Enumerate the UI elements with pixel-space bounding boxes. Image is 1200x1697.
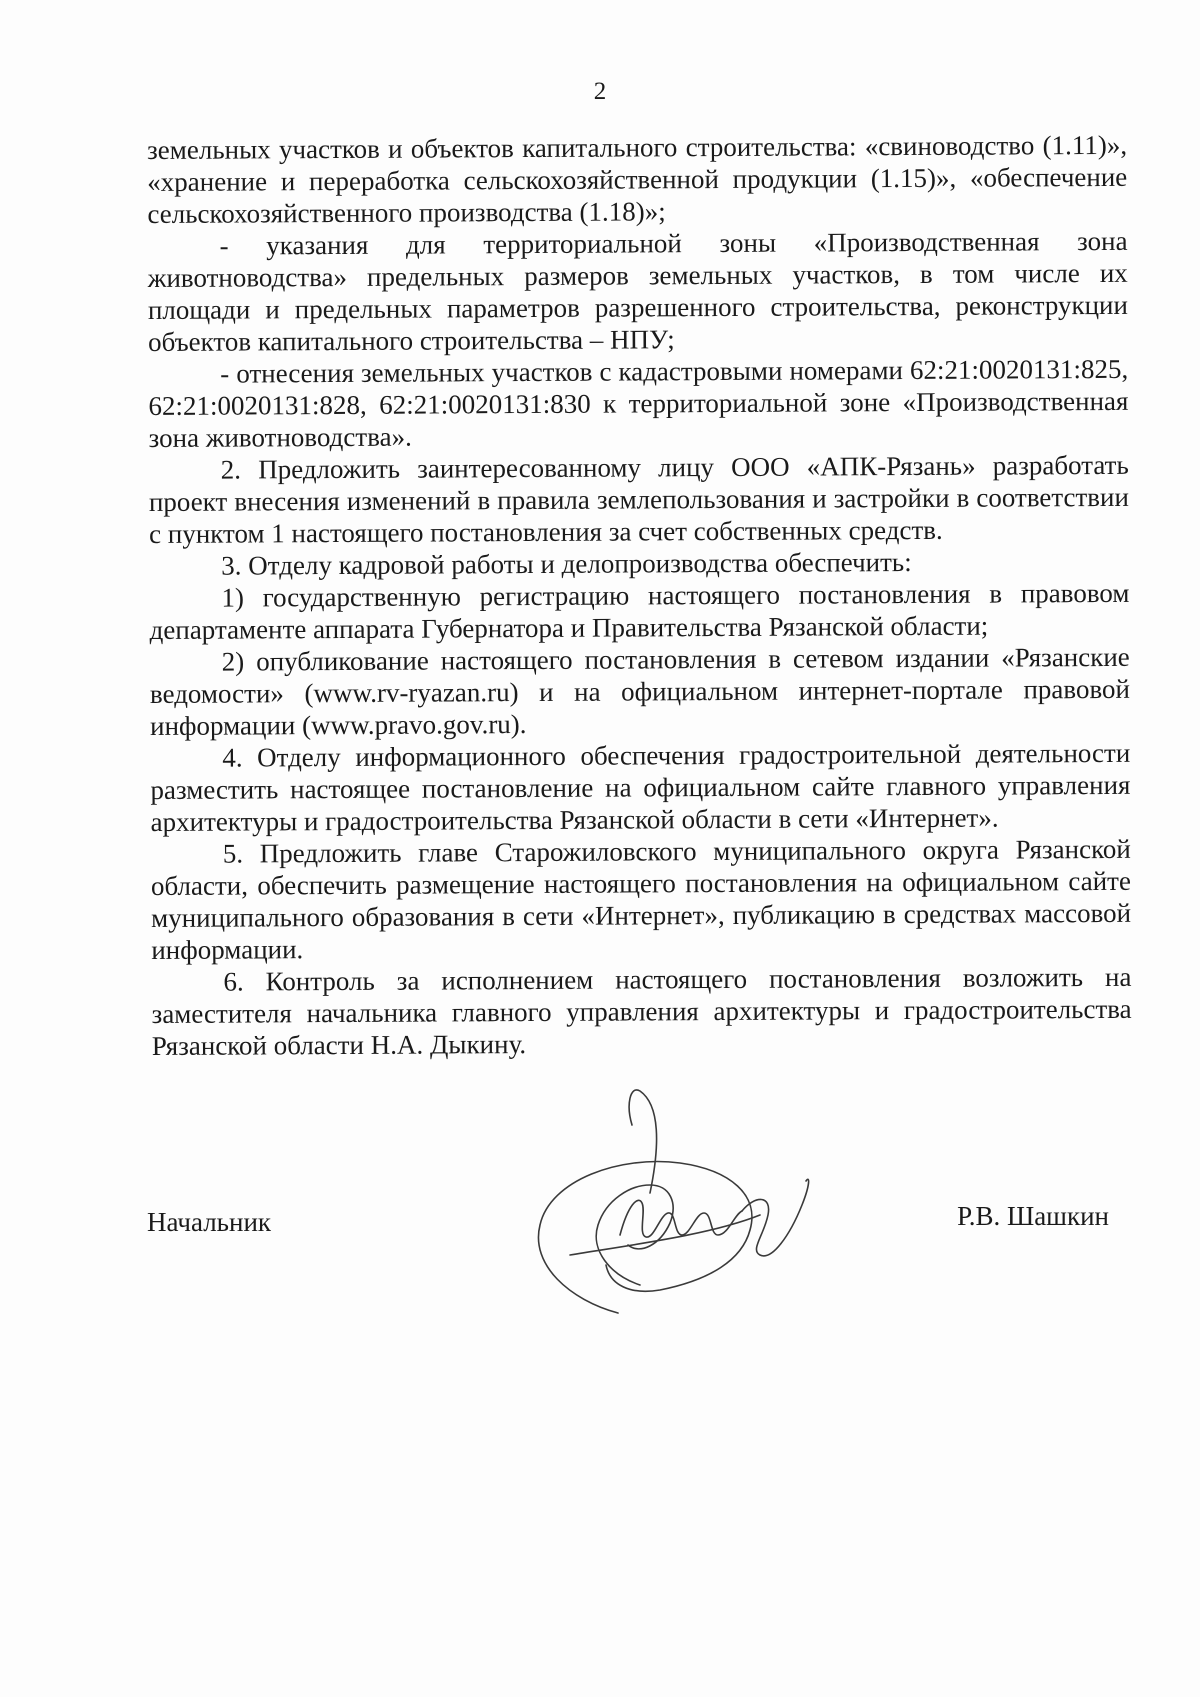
document-body: [147, 129, 1132, 1062]
paragraph-item-3-2: 2) опубликование настоящего постановления в сетевом издании «Рязанские ведомости» (www.rv-ryazan.ru) и на официальном интернет-портале правовой информации (www.pravo.gov.ru).: [149, 641, 1130, 741]
paragraph-dash-1: - указания для территориальной зоны «Производственная зона животноводства» предельных размеров земельных участков, в том числе их площади и предельных параметров разрешенного строительства, реконструкции объектов капитального строительства – НПУ;: [147, 225, 1128, 357]
paragraph-item-2: 2. Предложить заинтересованному лицу ООО «АПК-Рязань» разработать проект внесения изменений в правила землепользования и застройки в соответствии с пунктом 1 настоящего постановления за счет собственных средств.: [148, 449, 1129, 549]
signatory-name: Р.В. Шашкин: [957, 1201, 1109, 1231]
page-number: 2: [593, 78, 607, 105]
paragraph-item-5: 5. Предложить главе Старожиловского муниципального округа Рязанской области, обеспечить размещение настоящего постановления на официальном сайте муниципального образования в сети «Интернет», публикацию в средствах массовой информации.: [150, 833, 1132, 965]
paragraph-item-4: 4. Отделу информационного обеспечения градостроительной деятельности разместить настоящее постановление на официальном сайте главного управления архитектуры и градостроительства Рязанской области в сети «Интернет».: [150, 737, 1131, 837]
paragraph-dash-2: - отнесения земельных участков с кадастровыми номерами 62:21:0020131:825, 62:21:0020131:828, 62:21:0020131:830 к территориальной зоне «Производственная зона животноводства».: [148, 353, 1129, 453]
handwritten-signature: [510, 1085, 840, 1335]
paragraph-continuation: земельных участков и объектов капитального строительства: «свиноводство (1.11)», «хранение и переработка сельскохозяйственной продукции (1.15)», «обеспечение сельскохозяйственного производства (1.18)»;: [147, 129, 1128, 229]
signatory-position: Начальник: [147, 1207, 272, 1237]
paragraph-item-3-1: 1) государственную регистрацию настоящего постановления в правовом департаменте аппарата Губернатора и Правительства Рязанской области;: [149, 577, 1130, 645]
paragraph-item-3: 3. Отделу кадровой работы и делопроизводства обеспечить:: [221, 547, 912, 581]
paragraph-item-6: 6. Контроль за исполнением настоящего постановления возложить на заместителя начальника главного управления архитектуры и градостроительства Рязанской области Н.А. Дыкину.: [151, 961, 1132, 1061]
